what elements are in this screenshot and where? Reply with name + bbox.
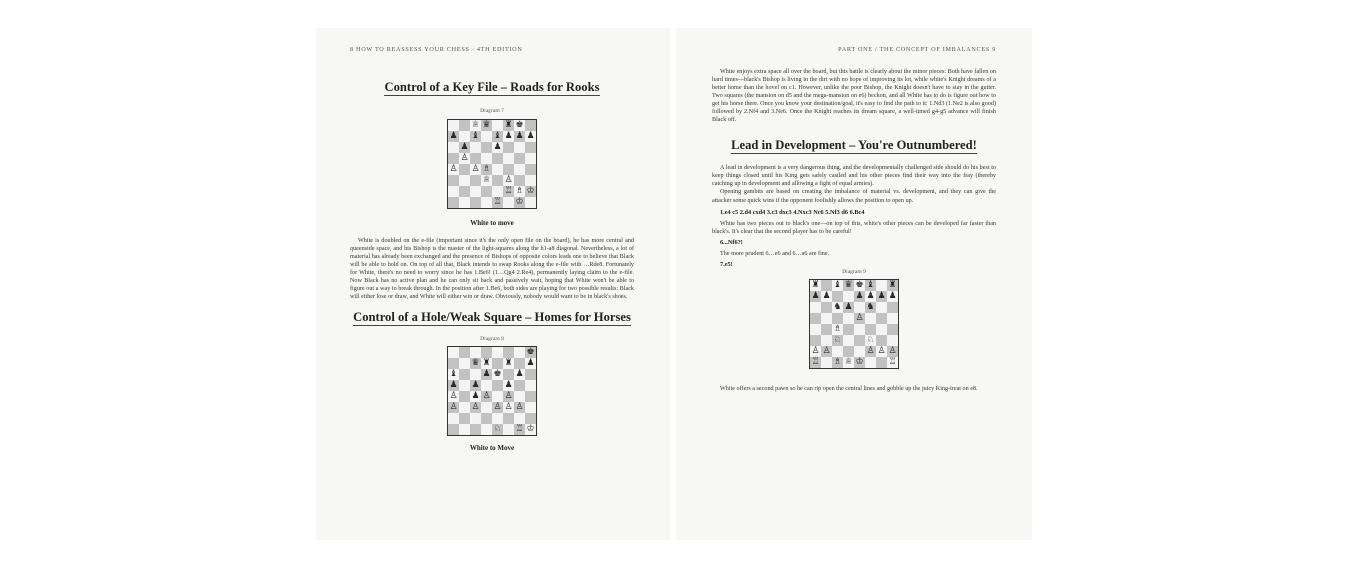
board-square: ♟ xyxy=(504,131,513,141)
board-square: ♝ xyxy=(866,280,875,291)
board-square xyxy=(492,347,503,358)
board-square: ♟ xyxy=(515,369,524,380)
heading-development: Lead in Development – You're Outnumbered! xyxy=(731,138,977,153)
board-square xyxy=(810,313,821,324)
board-square xyxy=(810,335,821,346)
board-square: ♟ xyxy=(449,131,458,141)
board-square: ♗ xyxy=(833,357,842,368)
board-square: ♔ xyxy=(855,357,864,368)
board-square xyxy=(843,346,854,357)
board-square: ♞ xyxy=(833,302,842,313)
board-square xyxy=(810,302,821,313)
board-square: ♜ xyxy=(482,358,491,369)
board-square xyxy=(514,413,525,424)
diagram-8-label: Diagram 8 xyxy=(480,336,504,343)
board-square xyxy=(821,324,832,335)
board-square: ♞ xyxy=(866,302,875,313)
paragraph-second-pawn: White offers a second pawn so he can rip open the central lines and gobble up the juicy King-treat on e8. xyxy=(720,386,978,393)
board-square xyxy=(887,335,898,346)
board-square xyxy=(492,380,503,391)
board-square xyxy=(525,153,536,164)
running-head-right: PART ONE / THE CONCEPT OF IMBALANCES 9 xyxy=(838,46,996,53)
board-square xyxy=(525,413,536,424)
board-square: ♙ xyxy=(482,391,491,402)
board-square xyxy=(470,175,481,186)
board-square xyxy=(459,369,470,380)
heading-weak-square: Control of a Hole/Weak Square – Homes for Horses xyxy=(353,310,631,325)
board-square xyxy=(887,313,898,324)
board-square: ♕ xyxy=(471,120,480,130)
board-square: ♟ xyxy=(515,131,524,141)
board-square xyxy=(470,424,481,435)
board-square xyxy=(492,120,503,131)
board-square xyxy=(470,153,481,164)
board-square: ♝ xyxy=(449,369,458,380)
board-square xyxy=(821,335,832,346)
board-square: ♘ xyxy=(493,424,502,435)
board-square: ♙ xyxy=(866,346,875,357)
board-square: ♝ xyxy=(493,131,502,141)
board-square xyxy=(448,153,459,164)
board-square xyxy=(525,402,536,413)
board-square xyxy=(843,313,854,324)
board-square xyxy=(887,302,898,313)
left-page xyxy=(316,28,670,540)
board-square xyxy=(821,280,832,291)
board-square xyxy=(854,302,865,313)
board-square: ♟ xyxy=(471,380,480,391)
board-square: ♟ xyxy=(471,391,480,402)
board-square xyxy=(525,369,536,380)
board-square xyxy=(470,369,481,380)
board-square xyxy=(459,347,470,358)
board-square xyxy=(492,153,503,164)
board-square: ♙ xyxy=(449,391,458,402)
right-page xyxy=(676,28,1032,540)
diagram-7-caption: White to move xyxy=(470,219,514,227)
board-square xyxy=(821,313,832,324)
board-square: ♜ xyxy=(504,120,513,130)
paragraph-development-lead: A lead in development is a very dangerous thing, and the developmentally challenged side should do his best to keep things closed until his King gets safely castled and his other pieces find their way into the fray (thereby catching up in development and allowing a fight of equal armies). xyxy=(712,165,996,188)
board-square: ♖ xyxy=(811,357,820,368)
board-square: ♗ xyxy=(515,186,524,196)
board-square xyxy=(459,175,470,186)
diagram-8-caption: White to Move xyxy=(469,444,515,453)
board-square xyxy=(876,280,887,291)
board-square xyxy=(876,313,887,324)
board-square xyxy=(448,197,459,208)
board-square xyxy=(448,358,459,369)
board-square: ♙ xyxy=(471,402,480,413)
board-square: ♟ xyxy=(504,380,513,391)
paragraph-prudent: The more prudent 6…e6 and 6…a6 are fine. xyxy=(720,251,830,258)
board-square: ♘ xyxy=(833,335,842,346)
board-square xyxy=(481,153,492,164)
board-square: ♟ xyxy=(460,142,469,152)
board-square: ♙ xyxy=(449,164,458,174)
board-square xyxy=(821,302,832,313)
board-square xyxy=(481,413,492,424)
board-square xyxy=(481,402,492,413)
board-square xyxy=(832,313,843,324)
board-square xyxy=(481,424,492,435)
board-square: ♟ xyxy=(822,291,831,302)
board-square xyxy=(448,413,459,424)
board-square: ♗ xyxy=(482,164,491,174)
board-square xyxy=(459,391,470,402)
board-square xyxy=(459,402,470,413)
board-square xyxy=(503,153,514,164)
board-square xyxy=(525,175,536,186)
board-square: ♙ xyxy=(449,402,458,413)
board-square xyxy=(492,358,503,369)
board-square xyxy=(503,424,514,435)
running-head-left: 8 HOW TO REASSESS YOUR CHESS · 4TH EDITION xyxy=(350,46,523,53)
board-square: ♖ xyxy=(888,357,897,368)
board-square: ♟ xyxy=(844,302,853,313)
board-square: ♙ xyxy=(504,175,513,185)
board-square xyxy=(448,120,459,131)
board-square: ♟ xyxy=(482,369,491,380)
diagram-7-board xyxy=(447,119,537,209)
board-square xyxy=(525,142,536,153)
board-square xyxy=(525,197,536,208)
board-square xyxy=(459,424,470,435)
board-square: ♟ xyxy=(888,291,897,302)
board-square xyxy=(525,391,536,402)
board-square: ♙ xyxy=(855,313,864,324)
board-square xyxy=(481,142,492,153)
board-square xyxy=(525,120,536,131)
heading-key-file: Control of a Key File – Roads for Rooks xyxy=(384,80,600,94)
diagram-8-board xyxy=(447,346,537,436)
board-square xyxy=(514,347,525,358)
move-7-e5: 7.e5! xyxy=(720,261,733,269)
board-square xyxy=(503,142,514,153)
board-square: ♖ xyxy=(493,197,502,207)
board-square: ♚ xyxy=(515,120,524,130)
board-square xyxy=(865,324,876,335)
board-square xyxy=(459,186,470,197)
paragraph-gambits: Opening gambits are based on creating the imbalance of material vs. development, and they can give the attacker some quick wins if the opponent foolishly allows the position to open up. xyxy=(712,189,996,204)
board-square xyxy=(459,197,470,208)
board-square xyxy=(843,335,854,346)
board-square xyxy=(459,164,470,175)
board-square xyxy=(470,197,481,208)
board-square: ♟ xyxy=(526,358,535,369)
board-square: ♛ xyxy=(471,358,480,369)
board-square xyxy=(843,324,854,335)
board-square xyxy=(448,347,459,358)
board-square xyxy=(481,380,492,391)
board-square xyxy=(854,346,865,357)
board-square xyxy=(514,164,525,175)
board-square: ♙ xyxy=(877,346,886,357)
board-square xyxy=(503,347,514,358)
board-square: ♟ xyxy=(877,291,886,302)
board-square: ♟ xyxy=(526,131,535,141)
board-square xyxy=(832,346,843,357)
board-square xyxy=(481,197,492,208)
board-square xyxy=(514,380,525,391)
board-square xyxy=(887,324,898,335)
board-square xyxy=(876,357,887,368)
board-square: ♙ xyxy=(811,346,820,357)
board-square xyxy=(481,347,492,358)
board-square: ♔ xyxy=(526,186,535,196)
board-square: ♟ xyxy=(811,291,820,302)
board-square xyxy=(492,175,503,186)
board-square: ♚ xyxy=(526,347,535,358)
board-square: ♟ xyxy=(866,291,875,302)
board-square: ♙ xyxy=(515,402,524,413)
board-square: ♙ xyxy=(460,153,469,163)
board-square xyxy=(492,391,503,402)
board-square xyxy=(810,324,821,335)
board-square xyxy=(492,164,503,175)
board-square: ♟ xyxy=(493,142,502,152)
board-square: ♙ xyxy=(471,164,480,174)
board-square: ♙ xyxy=(888,346,897,357)
board-square xyxy=(481,186,492,197)
board-square xyxy=(459,380,470,391)
board-square xyxy=(503,164,514,175)
board-square xyxy=(459,131,470,142)
board-square: ♕ xyxy=(482,175,491,185)
board-square: ♖ xyxy=(515,424,524,435)
board-square: ♙ xyxy=(822,346,831,357)
diagram-9-board xyxy=(809,279,899,369)
board-square xyxy=(865,357,876,368)
board-square xyxy=(470,142,481,153)
board-square xyxy=(865,313,876,324)
board-square xyxy=(470,186,481,197)
board-square xyxy=(448,186,459,197)
board-square: ♜ xyxy=(504,358,513,369)
board-square: ♗ xyxy=(833,324,842,335)
board-square xyxy=(854,335,865,346)
board-square xyxy=(459,358,470,369)
board-square xyxy=(492,186,503,197)
board-square xyxy=(525,380,536,391)
board-square: ♝ xyxy=(471,131,480,141)
board-square xyxy=(503,369,514,380)
board-square: ♛ xyxy=(482,120,491,130)
board-square xyxy=(525,164,536,175)
paragraph-minor-pieces: White enjoys extra space all over the board, but this battle is clearly about the minor pieces: Both have fallen on hard times—black's Bishop is living in the dirt with no hope of improving its lot, while white's Knight dreams of a better home than the hovel on c1. However, unlike the poor Bishop, the Knight doesn't have to stay in the gutter. Two squares (the mansion on d5 and the mega-mansion on e6) beckon, and all White has to do is figure out how to get his horse there. Once you know your destination/goal, it's easy to find the path to it: 1.Nd3 (1.Ne2 is also good) followed by 2.Nf4 and 3.Ne6. Once the Knight reaches its dream square, a well-timed g4-g5 advance will finish Black off. xyxy=(712,69,996,124)
board-square: ♔ xyxy=(515,197,524,207)
board-square xyxy=(448,424,459,435)
board-square xyxy=(821,357,832,368)
board-square: ♟ xyxy=(855,291,864,302)
board-square: ♘ xyxy=(866,335,875,346)
board-square xyxy=(854,324,865,335)
board-square: ♝ xyxy=(833,280,842,291)
board-square: ♙ xyxy=(504,391,513,402)
move-6-nf6: 6...Nf6?! xyxy=(720,238,743,246)
board-square: ♜ xyxy=(811,280,820,291)
board-square xyxy=(503,197,514,208)
board-square xyxy=(448,175,459,186)
board-square: ♔ xyxy=(526,424,535,435)
board-square: ♚ xyxy=(493,369,502,380)
board-square xyxy=(876,302,887,313)
board-square: ♖ xyxy=(504,186,513,196)
board-square xyxy=(459,120,470,131)
board-square: ♕ xyxy=(844,357,853,368)
board-square xyxy=(514,153,525,164)
board-square: ♟ xyxy=(449,380,458,391)
board-square: ♚ xyxy=(855,280,864,291)
board-square xyxy=(470,347,481,358)
board-square xyxy=(448,142,459,153)
board-square xyxy=(492,413,503,424)
board-square xyxy=(876,324,887,335)
board-square: ♜ xyxy=(888,280,897,291)
board-square xyxy=(503,413,514,424)
board-square: ♙ xyxy=(493,402,502,413)
board-square xyxy=(481,131,492,142)
board-square xyxy=(832,291,843,302)
diagram-9-label: Diagram 9 xyxy=(842,269,866,276)
board-square xyxy=(514,391,525,402)
board-square xyxy=(470,413,481,424)
board-square xyxy=(876,335,887,346)
board-square: ♙ xyxy=(504,402,513,413)
paragraph-two-pieces: White has two pieces out to black's one—on top of this, white's other pieces can be developed far faster than black's. It's clear that the second player has to be careful! xyxy=(712,220,996,235)
board-square xyxy=(514,175,525,186)
board-square xyxy=(459,413,470,424)
board-square xyxy=(514,358,525,369)
board-square: ♛ xyxy=(844,280,853,291)
board-square xyxy=(514,142,525,153)
paragraph-key-file: White is doubled on the e-file (important since it's the only open file on the board), he has more central and queenside space, and his Bishop is the master of the light-squares along the h1-a8 diagonal. Nevertheless, a lot of material has already been exchanged and the presence of Bishops of opposite colors leads one to believe that Black will be able to hold on. On top of all that, Black intends to swap Rooks along the e-file with …Rde8. Fortunately for White, there's no need to worry since he has 1.Be6! (1…Qg4 2.Re4), permanently laying claim to the e-file. Now Black has no active plan and he can only sit back and passively wait, hoping that White won't be able to figure out a way to break through. In the position after 1.Be6, both sides are playing for two possible results: Black will either lose or draw, and White will either win or draw. Obviously, nobody would want to be in black's shoes. xyxy=(350,238,634,301)
move-sequence: 1.e4 c5 2.d4 cxd4 3.c3 dxc3 4.Nxc3 Nc6 5.Nf3 d6 6.Bc4 xyxy=(720,208,865,216)
diagram-7-label: Diagram 7 xyxy=(480,108,504,114)
board-square xyxy=(843,291,854,302)
